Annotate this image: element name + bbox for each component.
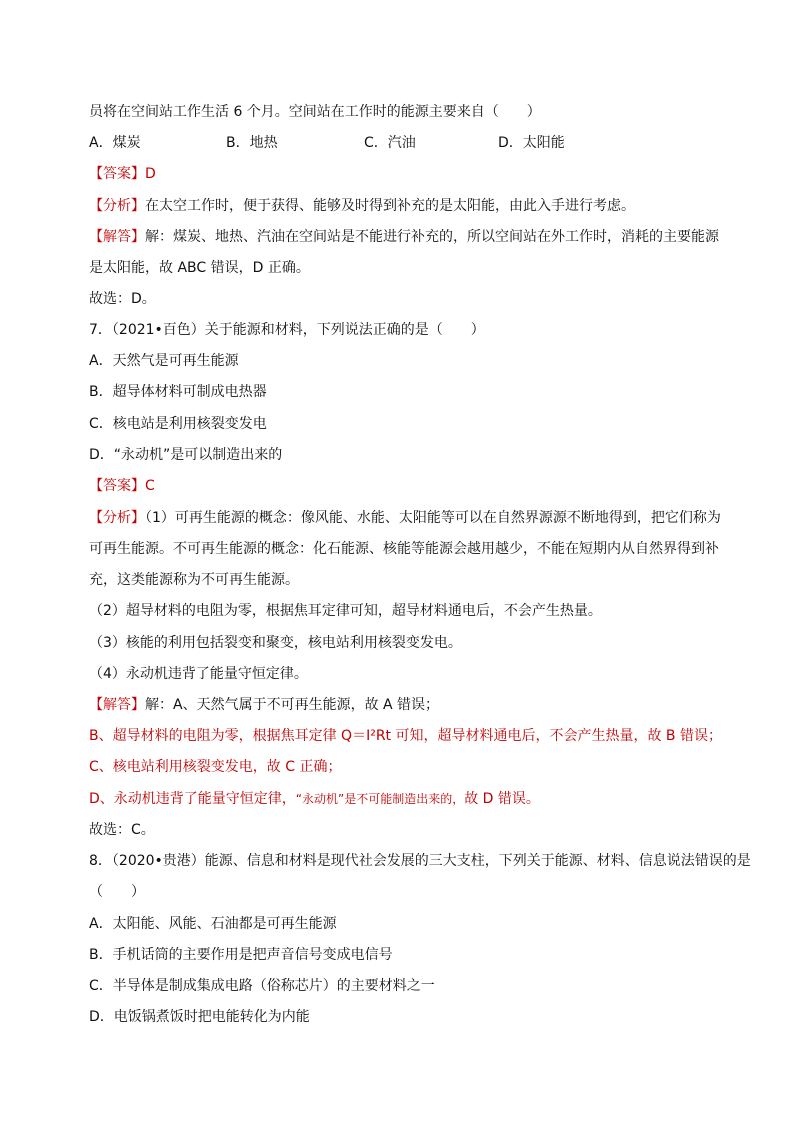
q7-choice: 故选：C。 [89,822,155,838]
q7-analysis-5: （3）核能的利用包括裂变和聚变，核电站利用核裂变发电。 [89,635,462,651]
q6-option-b: B．地热 [226,135,278,151]
q8-stem: 8．（2020•贵港）能源、信息和材料是现代社会发展的三大支柱，下列关于能源、材料、信息说法错误的是 [89,853,751,869]
q6-choice: 故选：D。 [89,291,156,307]
q7-analysis-2: 可再生能源。不可再生能源的概念：化石能源、核能等能源会越用越少，不能在短期内从自然界得到补 [89,541,719,557]
solution-4-part-1: D、永动机违背了能量守恒定律， [89,791,296,807]
q7-analysis-3: 充，这类能源称为不可再生能源。 [89,572,299,588]
q6-solution [89,227,719,247]
q8-option-c: C．半导体是制成集成电路（俗称芯片）的主要材料之一 [89,978,435,994]
answer-value: C [145,478,155,494]
solution-text: 解：煤炭、地热、汽油在空间站是不能进行补充的，所以空间站在外工作时，消耗的主要能源 [145,229,719,245]
analysis-text: 在太空工作时，便于获得、能够及时得到补充的是太阳能，由此入手进行考虑。 [145,198,635,214]
analysis-text: （1）可再生能源的概念：像风能、水能、太阳能等可以在自然界源源不断地得到，把它们称为 [145,510,721,526]
q7-solution-3: C、核电站利用核裂变发电，故 C 正确； [89,759,342,775]
q6-answer [89,164,156,184]
q7-option-b: B．超导体材料可制成电热器 [89,384,267,400]
q7-stem: 7．（2021•百色）关于能源和材料，下列说法正确的是（ ） [89,322,485,338]
q8-option-b: B．手机话筒的主要作用是把声音信号变成电信号 [89,947,393,963]
q7-solution-2: B、超导材料的电阻为零，根据焦耳定律 Q＝I²Rt 可知，超导材料通电后，不会产生热量，故 B 错误； [89,728,722,744]
answer-value: D [145,166,156,182]
solution-text: 解：A、天然气属于不可再生能源，故 A 错误； [145,697,440,713]
q6-solution-cont: 是太阳能，故 ABC 错误，D 正确。 [89,260,310,276]
q7-answer [89,476,155,496]
q8-option-a: A．太阳能、风能、石油都是可再生能源 [89,916,337,932]
solution-tag: 【解答】 [89,229,145,245]
q7-option-a: A．天然气是可再生能源 [89,353,239,369]
q7-analysis-1 [89,508,721,528]
analysis-tag: 【分析】 [89,198,145,214]
q7-option-c: C．核电站是利用核裂变发电 [89,416,267,432]
q7-analysis-4: （2）超导材料的电阻为零，根据焦耳定律可知，超导材料通电后，不会产生热量。 [89,603,602,619]
answer-tag: 【答案】 [89,478,145,494]
q6-stem: 员将在空间站工作生活 6 个月。空间站在工作时的能源主要来自（ ） [89,104,541,120]
q7-solution-4 [89,789,540,809]
q7-solution-1 [89,695,439,715]
q6-option-d: D．太阳能 [498,135,565,151]
solution-4-part-2: “永动机”是不可能制造出来的， [295,792,465,806]
solution-4-part-3: 故 D 错误。 [464,791,540,807]
q8-option-d: D．电饭锅煮饭时把电能转化为内能 [89,1009,310,1025]
q7-analysis-6: （4）永动机违背了能量守恒定律。 [89,666,308,682]
q6-option-a: A．煤炭 [89,135,141,151]
q6-analysis [89,196,635,216]
q8-stem-bracket: （ ） [89,884,145,900]
q7-option-d: D．“永动机”是可以制造出来的 [89,447,283,463]
solution-tag: 【解答】 [89,697,145,713]
q6-option-c: C．汽油 [364,135,416,151]
answer-tag: 【答案】 [89,166,145,182]
analysis-tag: 【分析】 [89,510,145,526]
